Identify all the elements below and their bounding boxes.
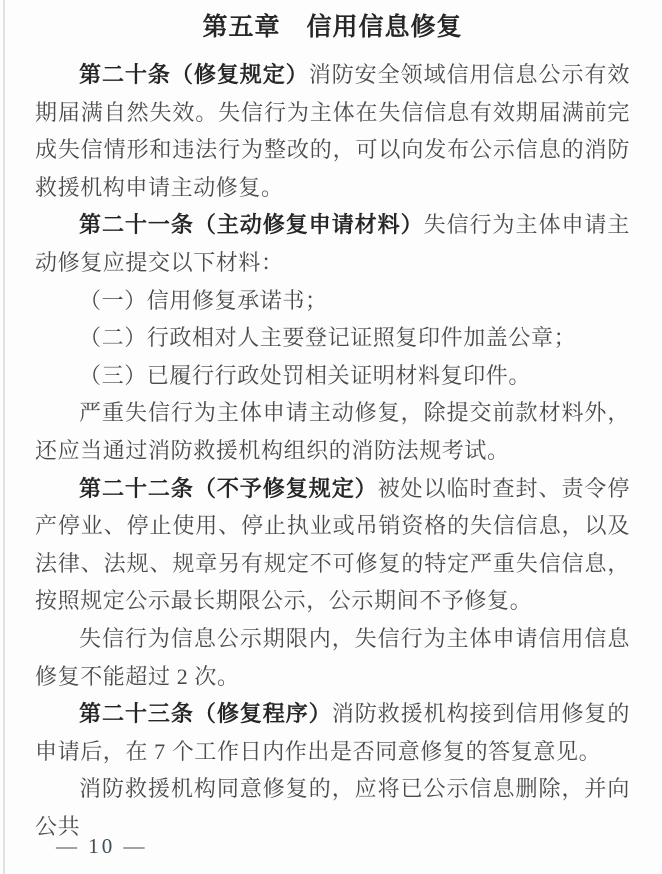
article-20-text: 消防安全领域信用信息公示有效期届满自然失效。失信行为主体在失信信息有效期届满前完成失信情形和违法行为整改的，可以向发布公示信息的消防救援机构申请主动修复。 [35,62,630,200]
scan-edge-line [3,0,5,874]
paragraph-article-20 [35,56,630,206]
paragraph-agree-repair-text: 消防救援机构同意修复的，应将已公示信息删除，并向公共 [35,776,630,839]
list-item-1 [35,282,630,320]
list-item-2 [35,319,630,357]
chapter-title: 第五章 信用信息修复 [202,14,463,41]
list-item-1-text: （一）信用修复承诺书； [79,287,328,313]
list-item-3-text: （三）已履行行政处罚相关证明材料复印件。 [79,362,532,388]
paragraph-repair-limit [35,620,630,695]
paragraph-serious-dishonesty-text: 严重失信行为主体申请主动修复，除提交前款材料外，还应当通过消防救援机构组织的消防法规考试。 [35,400,630,463]
list-item-3 [35,357,630,395]
paragraph-article-23 [35,695,630,770]
paragraph-repair-limit-text: 失信行为信息公示期限内，失信行为主体申请信用信息修复不能超过 2 次。 [35,625,630,689]
page-number: — 10 — [56,834,148,858]
paragraph-serious-dishonesty [35,394,630,469]
list-item-2-text: （二）行政相对人主要登记证照复印件加盖公章； [79,325,577,351]
article-23-text: 消防救援机构接到信用修复的申请后，在 7 个工作日内作出是否同意修复的答复意见。 [35,701,630,764]
article-23-heading: 第二十三条（修复程序） [79,701,332,727]
paragraph-article-22 [35,470,630,620]
article-20-heading: 第二十条（修复规定） [79,62,309,87]
article-22-text: 被处以临时查封、责令停产停业、停止使用、停止执业或吊销资格的失信信息，以及法律、法规、规章另有规定不可修复的特定严重失信信息，按照规定公示最长期限公示，公示期间不予修复。 [35,475,630,614]
paragraph-article-21 [35,206,630,281]
article-21-heading: 第二十一条（主动修复申请材料） [79,212,424,238]
article-22-heading: 第二十二条（不予修复规定） [79,475,378,501]
article-21-text: 失信行为主体申请主动修复应提交以下材料： [35,212,630,275]
page-content [35,8,630,845]
